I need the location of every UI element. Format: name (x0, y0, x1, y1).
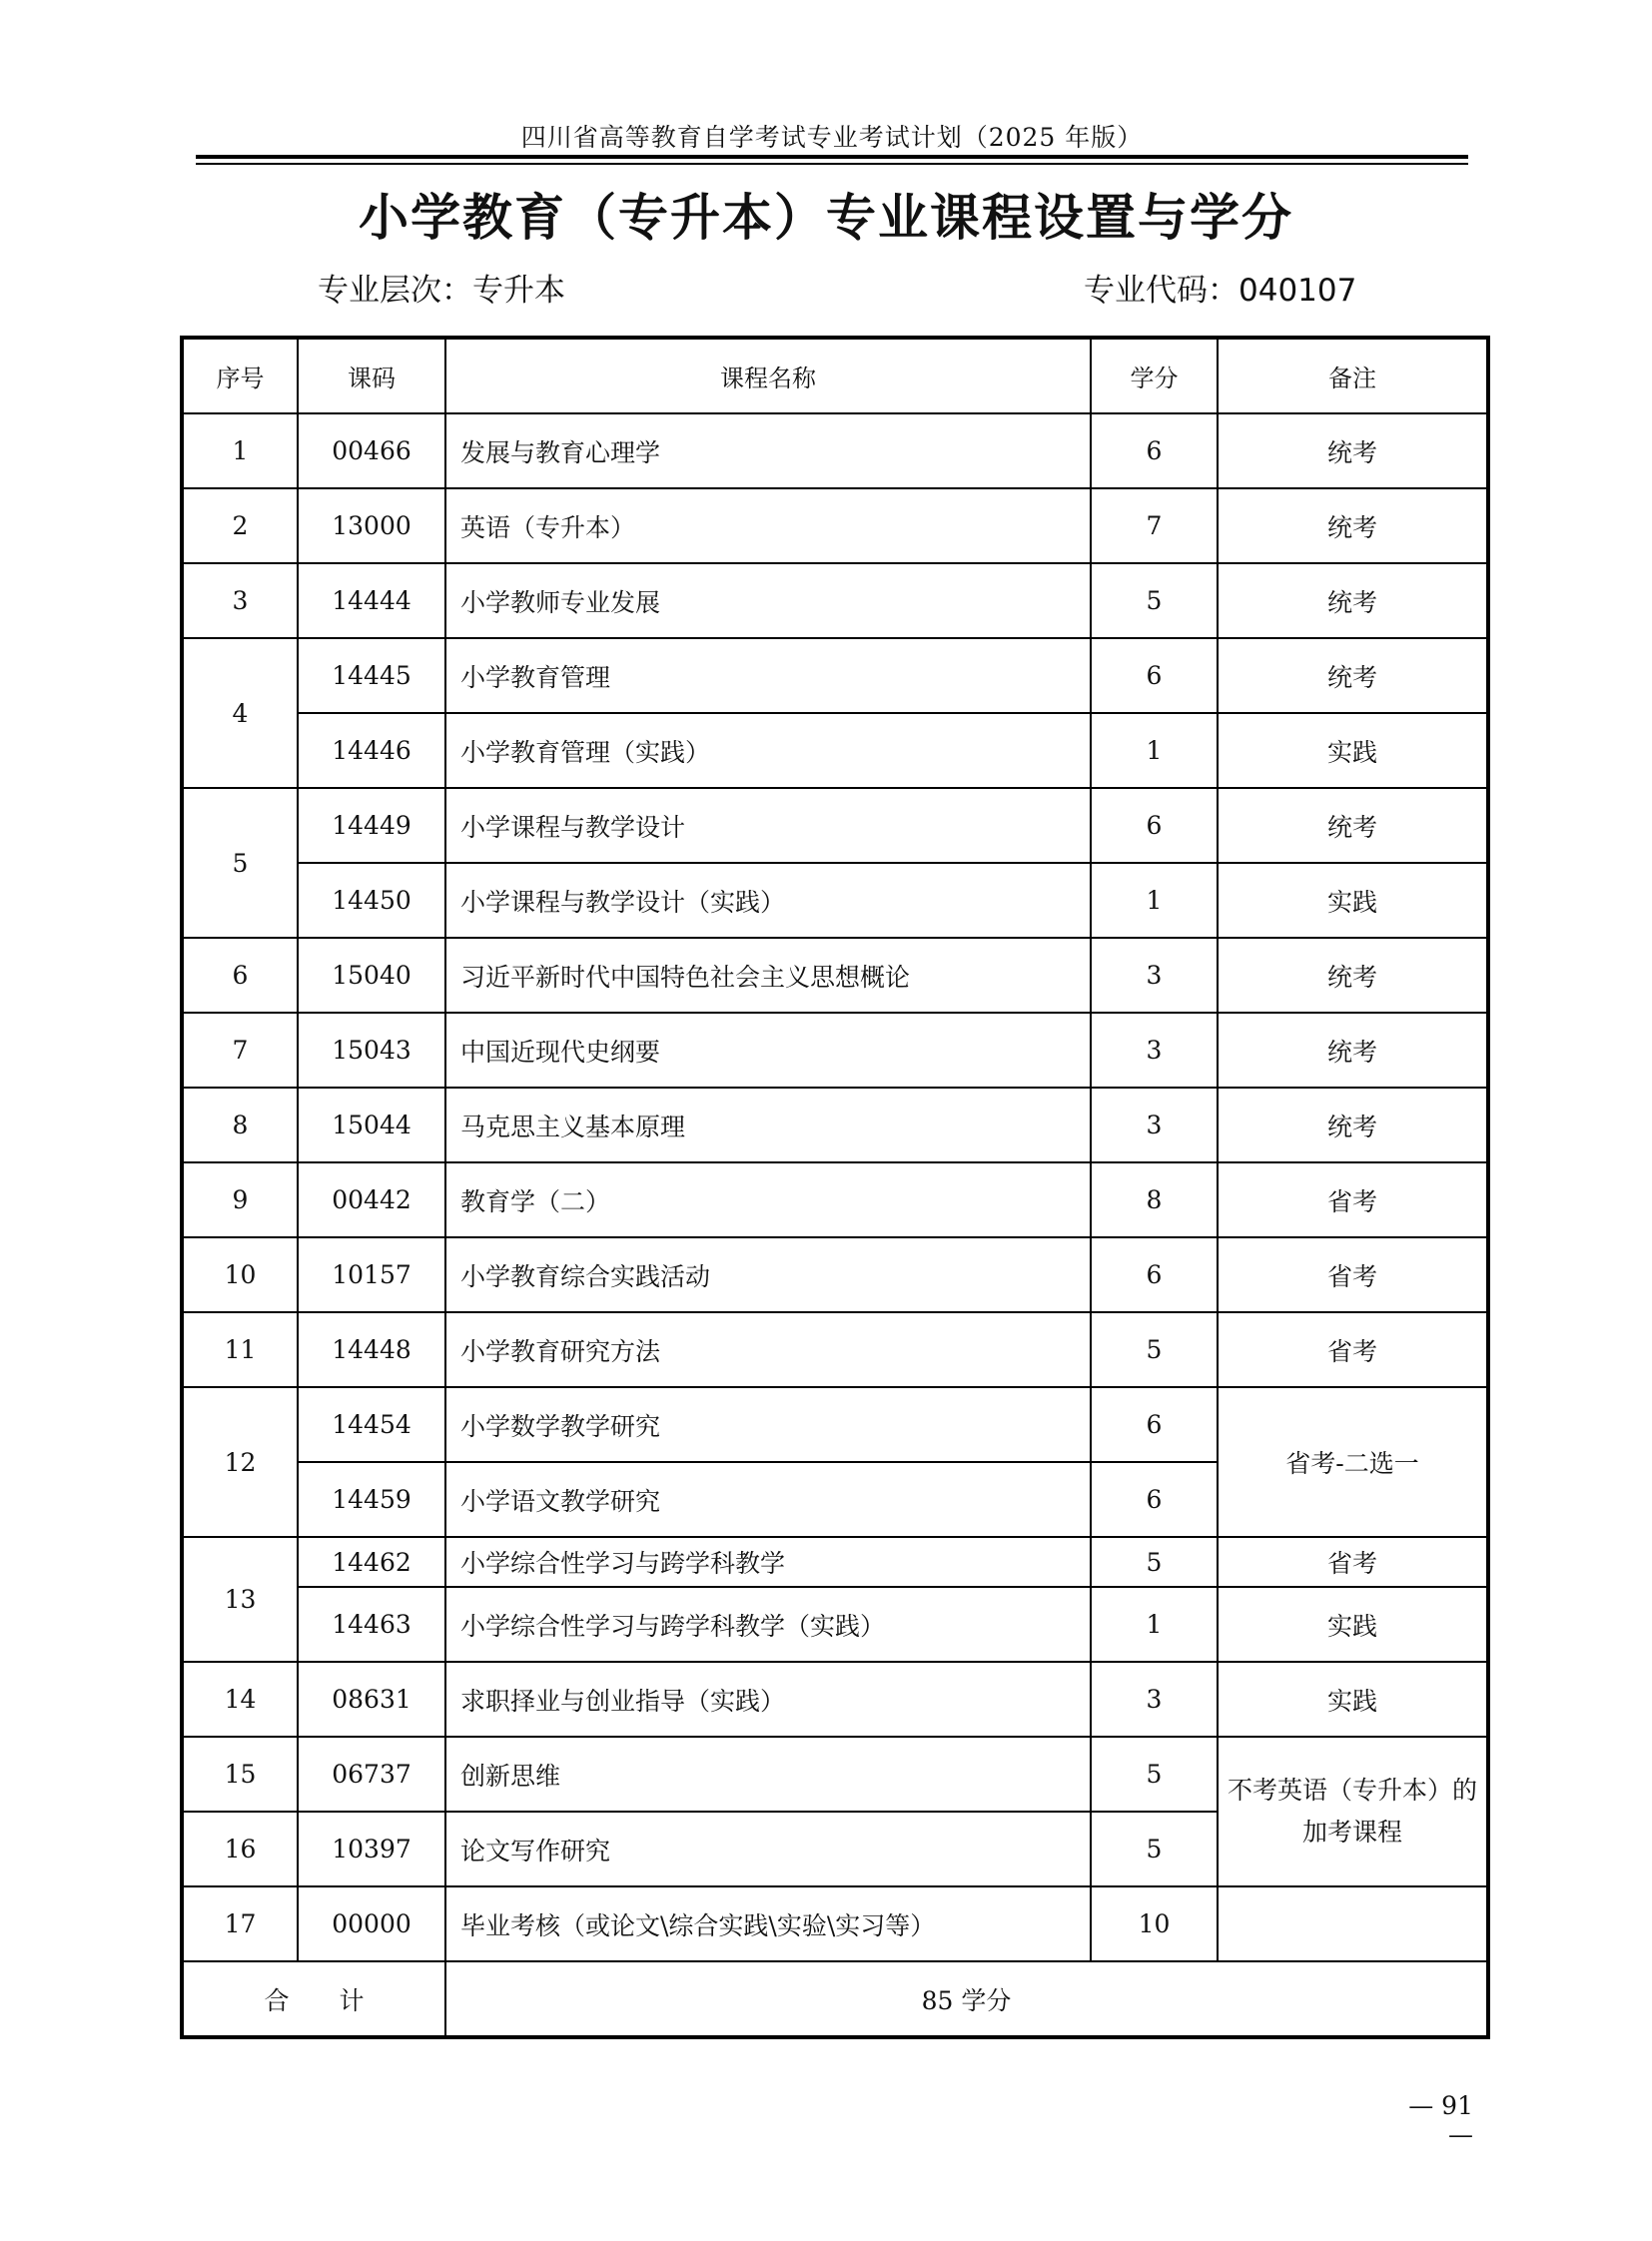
major-code: 专业代码：040107 (1084, 273, 1357, 309)
cell-credit: 5 (1091, 563, 1218, 638)
cell-no: 11 (182, 1312, 298, 1387)
cell-no: 4 (182, 638, 298, 788)
cell-name: 小学教育管理 (445, 638, 1091, 713)
cell-no: 6 (182, 938, 298, 1013)
cell-code: 00000 (298, 1886, 445, 1961)
cell-credit: 3 (1091, 938, 1218, 1013)
cell-credit: 5 (1091, 1812, 1218, 1886)
cell-no: 8 (182, 1088, 298, 1162)
cell-code: 14444 (298, 563, 445, 638)
cell-no: 14 (182, 1662, 298, 1737)
cell-note: 统考 (1218, 413, 1488, 488)
total-value: 85 学分 (445, 1961, 1488, 2037)
cell-name: 小学综合性学习与跨学科教学 (445, 1537, 1091, 1587)
table-row (182, 1237, 1488, 1312)
cell-code: 00442 (298, 1162, 445, 1237)
cell-note: 统考 (1218, 1088, 1488, 1162)
table-row (182, 938, 1488, 1013)
cell-name: 英语（专升本） (445, 488, 1091, 563)
cell-note: 省考-二选一 (1218, 1387, 1488, 1537)
cell-credit: 10 (1091, 1886, 1218, 1961)
cell-credit: 6 (1091, 1387, 1218, 1462)
note-line-1: 不考英语（专升本）的 (1227, 1776, 1477, 1805)
table-row (182, 863, 1488, 938)
table-row (182, 1737, 1488, 1812)
cell-credit: 8 (1091, 1162, 1218, 1237)
table-row (182, 1312, 1488, 1387)
table-row (182, 1088, 1488, 1162)
cell-name: 毕业考核（或论文\综合实践\实验\实习等） (445, 1886, 1091, 1961)
cell-name: 马克思主义基本原理 (445, 1088, 1091, 1162)
cell-name: 小学课程与教学设计（实践） (445, 863, 1091, 938)
cell-no: 1 (182, 413, 298, 488)
cell-no: 17 (182, 1886, 298, 1961)
cell-code: 13000 (298, 488, 445, 563)
table-row (182, 488, 1488, 563)
cell-name: 创新思维 (445, 1737, 1091, 1812)
cell-credit: 6 (1091, 1462, 1218, 1537)
total-row (182, 1961, 1488, 2037)
header-name: 课程名称 (445, 338, 1091, 413)
table-row (182, 1013, 1488, 1088)
cell-name: 求职择业与创业指导（实践） (445, 1662, 1091, 1737)
cell-code: 15044 (298, 1088, 445, 1162)
cell-credit: 3 (1091, 1013, 1218, 1088)
cell-credit: 6 (1091, 1237, 1218, 1312)
table-header-row (182, 338, 1488, 413)
cell-credit: 1 (1091, 863, 1218, 938)
cell-credit: 1 (1091, 1587, 1218, 1662)
cell-note-extra-courses (1218, 1737, 1488, 1886)
cell-no: 15 (182, 1737, 298, 1812)
cell-note: 实践 (1218, 863, 1488, 938)
cell-code: 06737 (298, 1737, 445, 1812)
cell-credit: 5 (1091, 1537, 1218, 1587)
header-note: 备注 (1218, 338, 1488, 413)
cell-name: 中国近现代史纲要 (445, 1013, 1091, 1088)
cell-note: 统考 (1218, 938, 1488, 1013)
cell-no: 7 (182, 1013, 298, 1088)
table-row (182, 713, 1488, 788)
cell-credit: 6 (1091, 638, 1218, 713)
table-row (182, 1587, 1488, 1662)
total-label: 合 计 (182, 1961, 445, 2037)
cell-code: 14448 (298, 1312, 445, 1387)
cell-name: 小学课程与教学设计 (445, 788, 1091, 863)
cell-name: 发展与教育心理学 (445, 413, 1091, 488)
cell-code: 15043 (298, 1013, 445, 1088)
cell-name: 小学综合性学习与跨学科教学（实践） (445, 1587, 1091, 1662)
cell-name: 小学语文教学研究 (445, 1462, 1091, 1537)
table-row (182, 1662, 1488, 1737)
cell-note (1218, 1886, 1488, 1961)
page-title: 小学教育（专升本）专业课程设置与学分 (359, 189, 1293, 247)
table-row (182, 1387, 1488, 1462)
cell-no: 9 (182, 1162, 298, 1237)
cell-note: 实践 (1218, 1662, 1488, 1737)
course-table-wrapper (180, 336, 1490, 2039)
table-row (182, 1886, 1488, 1961)
cell-code: 00466 (298, 413, 445, 488)
table-row (182, 638, 1488, 713)
cell-credit: 6 (1091, 788, 1218, 863)
cell-code: 14450 (298, 863, 445, 938)
cell-name: 教育学（二） (445, 1162, 1091, 1237)
note-line-2: 加考课程 (1301, 1818, 1402, 1847)
page-number: — 91 — (1408, 2091, 1473, 2149)
cell-code: 14459 (298, 1462, 445, 1537)
cell-note: 省考 (1218, 1537, 1488, 1587)
cell-name: 小学教师专业发展 (445, 563, 1091, 638)
cell-note: 实践 (1218, 713, 1488, 788)
cell-note: 省考 (1218, 1237, 1488, 1312)
cell-name: 小学教育研究方法 (445, 1312, 1091, 1387)
cell-name: 小学教育综合实践活动 (445, 1237, 1091, 1312)
cell-no: 2 (182, 488, 298, 563)
cell-credit: 3 (1091, 1088, 1218, 1162)
cell-credit: 6 (1091, 413, 1218, 488)
cell-no: 5 (182, 788, 298, 938)
cell-note: 统考 (1218, 488, 1488, 563)
table-row (182, 1537, 1488, 1587)
cell-code: 14463 (298, 1587, 445, 1662)
cell-name: 小学教育管理（实践） (445, 713, 1091, 788)
course-table (180, 336, 1490, 2039)
cell-note: 统考 (1218, 1013, 1488, 1088)
running-header: 四川省高等教育自学考试专业考试计划（2025 年版） (520, 123, 1144, 152)
header-rule-thin (196, 163, 1468, 165)
cell-note: 实践 (1218, 1587, 1488, 1662)
cell-credit: 3 (1091, 1662, 1218, 1737)
cell-name: 论文写作研究 (445, 1812, 1091, 1886)
table-row (182, 413, 1488, 488)
cell-note: 统考 (1218, 788, 1488, 863)
header-rule-thick (196, 155, 1468, 159)
header-code: 课码 (298, 338, 445, 413)
cell-code: 10397 (298, 1812, 445, 1886)
cell-no: 10 (182, 1237, 298, 1312)
cell-code: 14446 (298, 713, 445, 788)
cell-no: 3 (182, 563, 298, 638)
cell-note: 省考 (1218, 1162, 1488, 1237)
header-no: 序号 (182, 338, 298, 413)
table-row (182, 1162, 1488, 1237)
cell-note: 统考 (1218, 563, 1488, 638)
cell-credit: 5 (1091, 1312, 1218, 1387)
cell-no: 16 (182, 1812, 298, 1886)
cell-code: 14454 (298, 1387, 445, 1462)
cell-name: 习近平新时代中国特色社会主义思想概论 (445, 938, 1091, 1013)
table-row (182, 788, 1488, 863)
cell-credit: 1 (1091, 713, 1218, 788)
cell-no: 12 (182, 1387, 298, 1537)
cell-credit: 7 (1091, 488, 1218, 563)
cell-code: 14462 (298, 1537, 445, 1587)
major-level: 专业层次：专升本 (318, 273, 565, 309)
cell-credit: 5 (1091, 1737, 1218, 1812)
cell-note: 省考 (1218, 1312, 1488, 1387)
cell-note: 统考 (1218, 638, 1488, 713)
cell-name: 小学数学教学研究 (445, 1387, 1091, 1462)
cell-code: 10157 (298, 1237, 445, 1312)
cell-code: 14445 (298, 638, 445, 713)
cell-code: 14449 (298, 788, 445, 863)
cell-code: 08631 (298, 1662, 445, 1737)
cell-code: 15040 (298, 938, 445, 1013)
cell-no: 13 (182, 1537, 298, 1662)
header-credit: 学分 (1091, 338, 1218, 413)
table-row (182, 563, 1488, 638)
